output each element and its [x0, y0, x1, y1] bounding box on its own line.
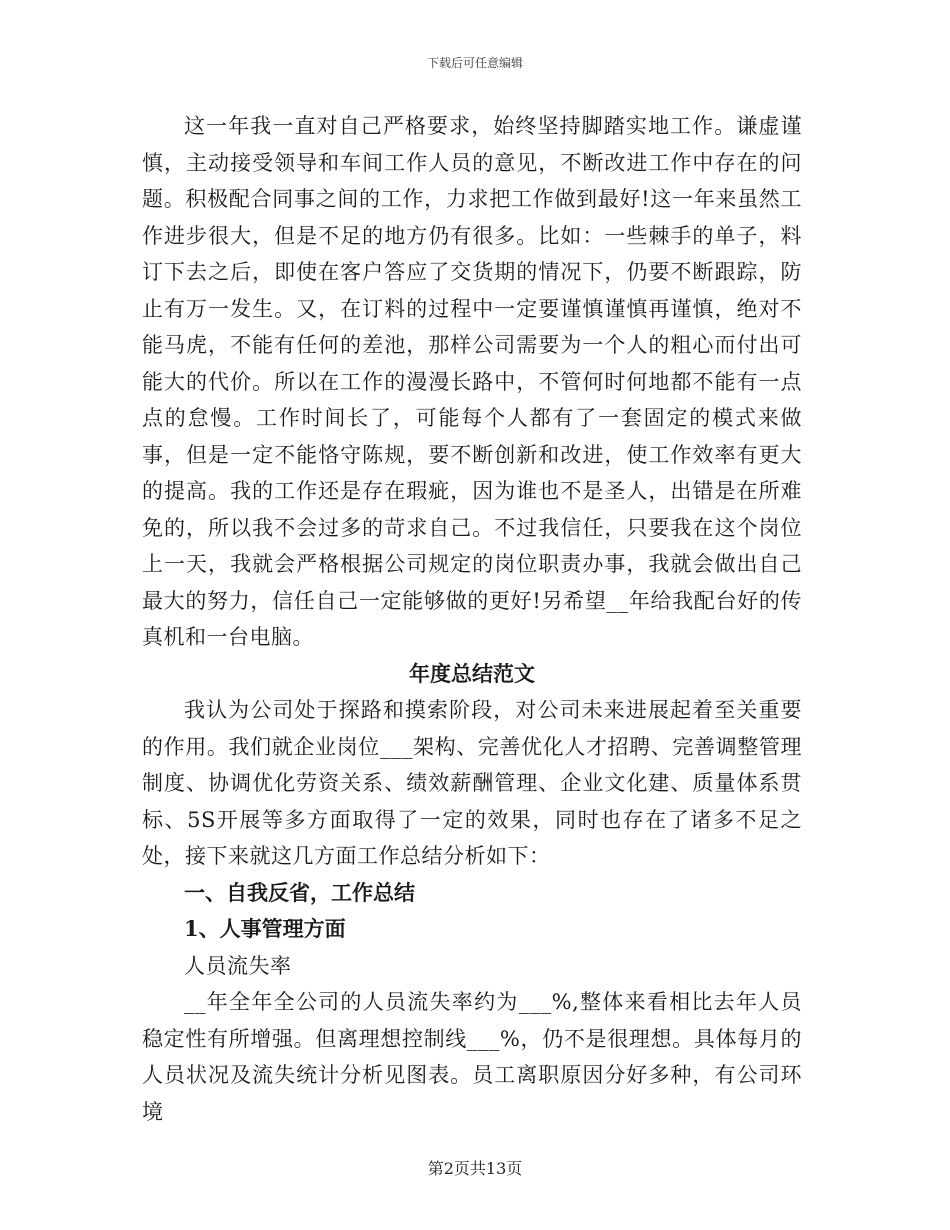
subheading-turnover-rate: 人员流失率 — [184, 953, 292, 978]
heading-hr-management: 1、人事管理方面 — [184, 916, 346, 941]
paragraph-turnover: __年全年全公司的人员流失率约为___%,整体来看相比去年人员稳定性有所增强。但离理想控制线___%，仍不是很理想。具体每月的人员状况及流失统计分析见图表。员工离职原因分好多种，有公司环境 — [142, 990, 802, 1124]
page-header-note: 下载后可任意编辑 — [426, 56, 523, 70]
page-number-footer: 第2页共13页 — [427, 1159, 523, 1178]
paragraph-work-reflection: 这一年我一直对自己严格要求，始终坚持脚踏实地工作。谦虚谨慎，主动接受领导和车间工作人员的意见，不断改进工作中存在的问题。积极配合同事之间的工作，力求把工作做到最好!这一年来虽然工作进步很大，但是不足的地方仍有很多。比如：一些棘手的单子，料订下去之后，即使在客户答应了交货期的情况下，仍要不断跟踪，防止有万一发生。又，在订料的过程中一定要谨慎谨慎再谨慎，绝对不能马虎，不能有任何的差池，那样公司需要为一个人的粗心而付出可能大的代价。所以在工作的漫漫长路中，不管何时何地都不能有一点点的怠慢。工作时间长了，可能每个人都有了一套固定的模式来做事，但是一定不能恪守陈规，要不断创新和改进，使工作效率有更大的提高。我的工作还是存在瑕疵，因为谁也不是圣人，出错是在所难免的，所以我不会过多的苛求自己。不过我信任，只要我在这个岗位上一天，我就会严格根据公司规定的岗位职责办事，我就会做出自己最大的努力，信任自己一定能够做的更好!另希望__年给我配台好的传真机和一台电脑。 — [142, 114, 802, 649]
document-body — [142, 108, 802, 1130]
heading-self-reflection: 一、自我反省，工作总结 — [184, 879, 415, 905]
paragraph-intro: 我认为公司处于探路和摸索阶段，对公司未来进展起着至关重要的作用。我们就企业岗位___架构、完善优化人才招聘、完善调整管理制度、协调优化劳资关系、绩效薪酬管理、企业文化建、质量体系贯标、5S开展等多方面取得了一定的效果，同时也存在了诸多不足之处，接下来就这几方面工作总结分析如下： — [142, 698, 802, 868]
section-title: 年度总结范文 — [409, 660, 535, 686]
